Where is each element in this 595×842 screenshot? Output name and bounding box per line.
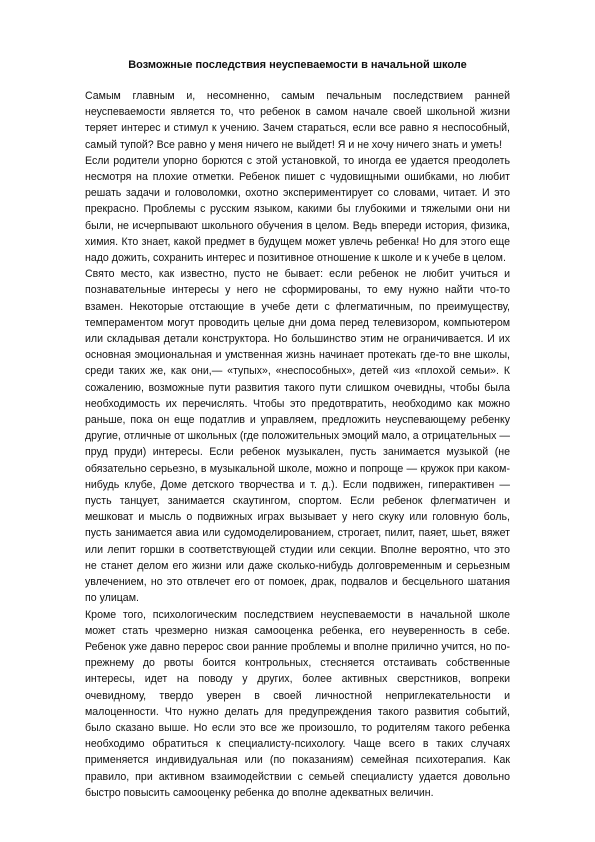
paragraph-2: Если родители упорно борются с этой установкой, то иногда ее удается преодолеть несмотря на плохие отметки. Ребенок пишет с чудовищными ошибками, но любит решать задачи и головоломки, охотно экспериментирует со словами, читает. И это прекрасно. Проблемы с русским языком, какими бы глубокими и тяжелыми они ни были, не исчерпывают школьного обучения в целом. Ведь впереди история, физика, химия. Кто знает, какой предмет в будущем может увлечь ребенка! Но для этого еще надо дожить, сохранить интерес и позитивное отношение к школе и к учебе в целом. [85, 154, 510, 265]
paragraph-3: Свято место, как известно, пусто не бывает: если ребенок не любит учиться и познавательные интересы у него не сформированы, то ему нужно найти что-то взамен. Некоторые отстающие в учебе дети с флегматичным, по преимуществу, темпераментом могут проводить целые дни дома перед телевизором, компьютером или складывая детали конструктора. Но большинство этим не ограничивается. И их основная эмоциональная и умственная жизнь начинает протекать где-то вне школы, среди таких же, как они,— «тупых», «неспособных», детей «из «плохой семьи». К сожалению, возможные пути развития такого пути слишком очевидны, чтобы была необходимость их перечислять. Чтобы это предотвратить, необходимо как можно раньше, пока он еще податлив и управляем, предложить неуспевающему ребенку другие, отличные от школьных (где положительных эмоций мало, а отрицательных — пруд пруди) интересы. Если ребенок музыкален, пусть занимается музыкой (не обязательно серьезно, в музыкальной школе, можно и попроще — кружок при каком-нибудь клубе, Доме детского творчества и т. д.). Если подвижен, гиперактивен — пусть танцует, занимается скаутингом, спортом. Если ребенок флегматичен и мешковат и мысль о подвижных играх вызывает у него скуку или головную боль, пусть занимается авиа или судомоделированием, строгает, пилит, паяет, шьет, вяжет или лепит горшки в соответствующей студии или секции. Вполне вероятно, что это не станет делом его жизни или даже сколько-нибудь долговременным и серьезным увлечением, но это отвлечет его от помоек, драк, подвалов и бесцельного шатания по улицам. [85, 268, 510, 605]
paragraph-4: Кроме того, психологическим последствием неуспеваемости в начальной школе может стать чрезмерно низкая самооценка ребенка, его неуверенность в себе. Ребенок уже давно перерос свои ранние проблемы и вполне прилично учится, но по-прежнему до рвоты боится контрольных, стесняется отстаивать собственные интересы, идет на поводу у других, более активных сверстников, вопреки очевидному, твердо уверен в своей личностной неприглекательности и малоценности. Что нужно делать для предупреждения такого развития событий, было сказано выше. Но если это все же произошло, то родителям такого ребенка необходимо обратиться к специалисту-психологу. Чаще всего в таких случаях применяется индивидуальная или (по показаниям) семейная психотерапия. Как правило, при активном взаимодействии с семьей специалисту удается довольно быстро повысить самооценку ребенка до вполне адекватных величин. [85, 608, 510, 799]
paragraph-1: Самым главным и, несомненно, самым печальным последствием ранней неуспеваемости является то, что ребенок в самом начале своей школьной жизни теряет интерес и стимул к учению. Зачем стараться, если все равно я неспособный, самый тупой? Все равно у меня ничего не выйдет! Я и не хочу ничего знать и уметь! [85, 90, 510, 151]
document-page [85, 58, 510, 801]
document-title: Возможные последствия неуспеваемости в начальной школе [128, 59, 467, 71]
